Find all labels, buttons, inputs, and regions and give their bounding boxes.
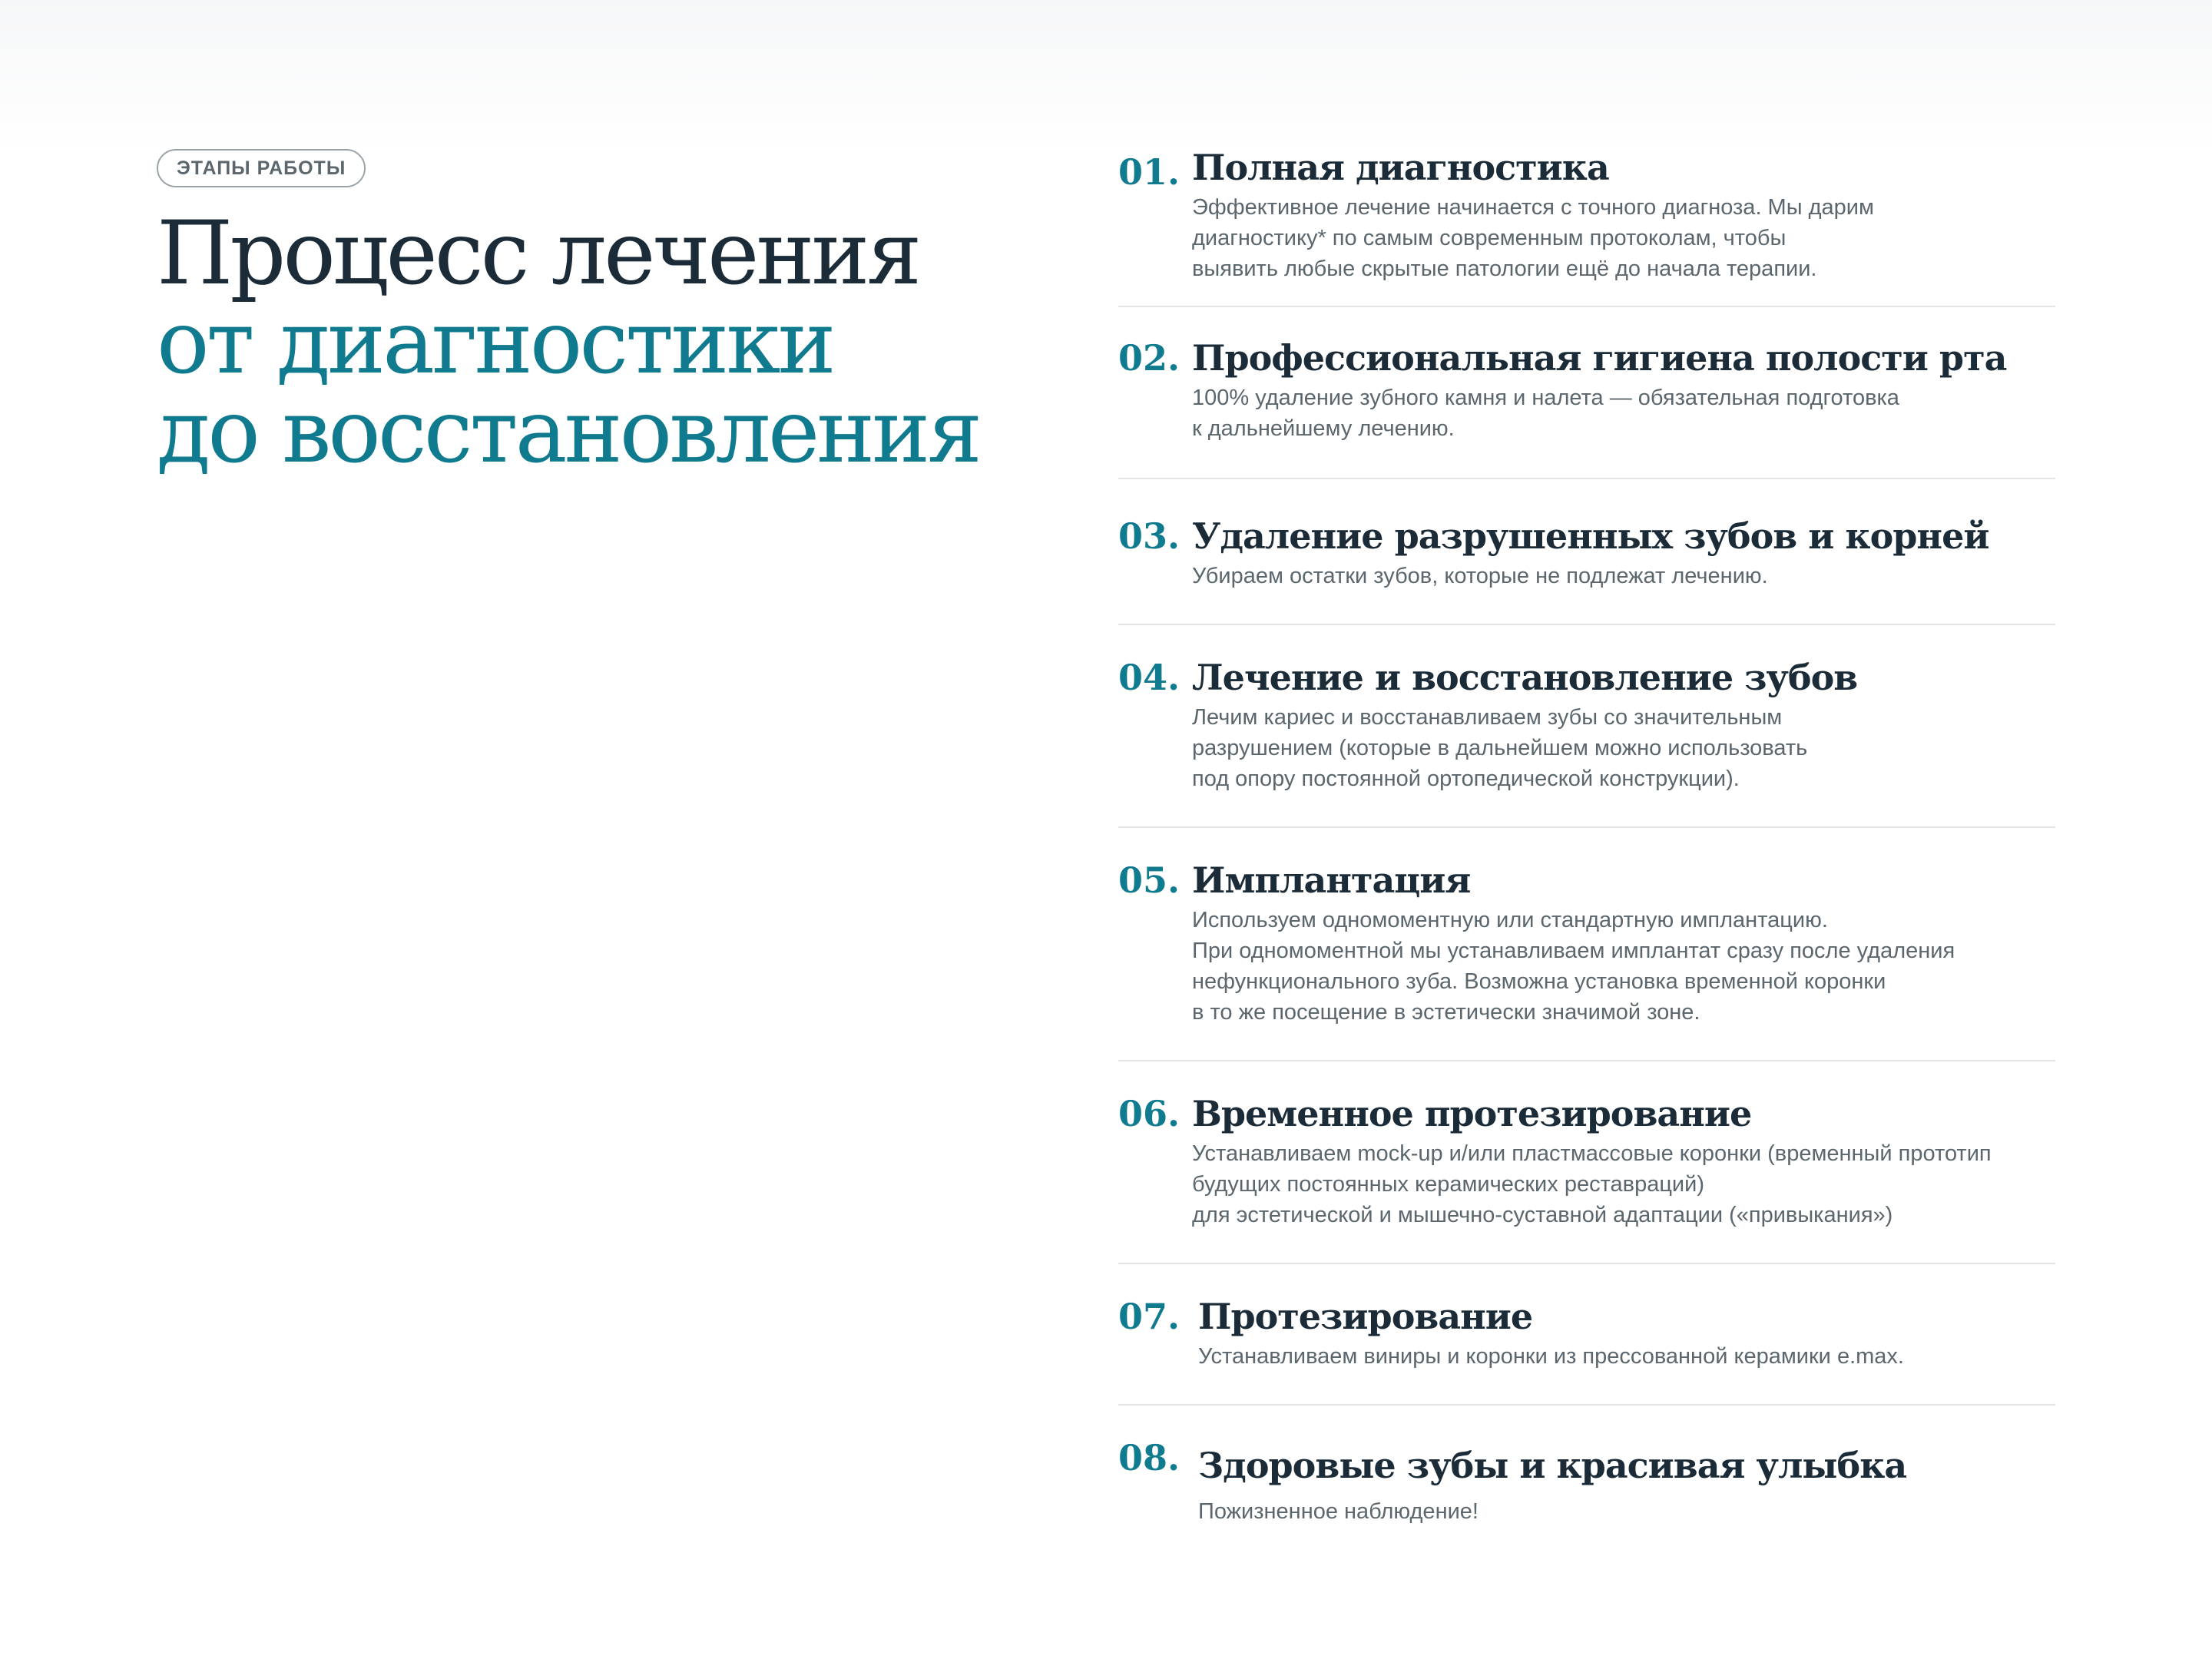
step-number: 03. — [1118, 515, 1181, 557]
step-number: 04. — [1118, 657, 1181, 698]
page-title-line-1: Процесс лечения — [157, 202, 919, 304]
step-title: Лечение и восстановление зубов — [1192, 657, 1858, 698]
divider — [1118, 306, 2055, 307]
section-badge: ЭТАПЫ РАБОТЫ — [157, 149, 366, 187]
step-number: 06. — [1118, 1093, 1181, 1134]
step-description: Используем одномоментную или стандартную имплантацию. При одномоментной мы устанавливаем имплантат сразу после удаления нефункционального зуба. Возможна установка временной коронки в то же посещение в эстетически значимой зоне. — [1192, 908, 1955, 1025]
step-title: Удаление разрушенных зубов и корней — [1192, 515, 1989, 557]
step-description: Убираем остатки зубов, которые не подлежат лечению. — [1192, 564, 1768, 588]
page-title-line-2: от диагностики — [157, 291, 833, 393]
step-description: Пожизненное наблюдение! — [1198, 1499, 1479, 1524]
step-description: Эффективное лечение начинается с точного диагноза. Мы дарим диагностику* по самым современным протоколам, чтобы выявить любые скрытые патологии ещё до начала терапии. — [1192, 195, 1874, 281]
page-title-line-3: до восстановления — [157, 380, 980, 482]
divider — [1118, 624, 2055, 625]
step-number: 01. — [1118, 151, 1181, 193]
step-number: 08. — [1118, 1437, 1181, 1479]
divider — [1118, 826, 2055, 828]
step-title: Временное протезирование — [1192, 1093, 1752, 1134]
step-description: Устанавливаем виниры и коронки из прессованной керамики e.max. — [1198, 1344, 1904, 1369]
divider — [1118, 1404, 2055, 1406]
step-title: Профессиональная гигиена полости рта — [1192, 337, 2007, 379]
divider — [1118, 1060, 2055, 1061]
step-title: Полная диагностика — [1192, 147, 1609, 188]
step-title: Протезирование — [1198, 1296, 1533, 1337]
step-title: Имплантация — [1192, 859, 1471, 901]
page-title — [157, 202, 1040, 482]
step-description: Лечим кариес и восстанавливаем зубы со значительным разрушением (которые в дальнейшем можно использовать под опору постоянной ортопедической конструкции). — [1192, 705, 1808, 791]
divider — [1118, 1263, 2055, 1264]
divider — [1118, 478, 2055, 479]
step-number: 05. — [1118, 859, 1181, 901]
step-number: 07. — [1118, 1296, 1181, 1337]
step-description: 100% удаление зубного камня и налета — обязательная подготовка к дальнейшему лечению. — [1192, 386, 1899, 441]
step-description: Устанавливаем mock-up и/или пластмассовые коронки (временный прототип будущих постоянных керамических реставраций) для эстетической и мышечно-суставной адаптации («привыкания») — [1192, 1141, 1992, 1227]
step-number: 02. — [1118, 337, 1181, 379]
intro-section — [157, 149, 1040, 482]
step-title: Здоровые зубы и красивая улыбка — [1198, 1445, 1907, 1486]
